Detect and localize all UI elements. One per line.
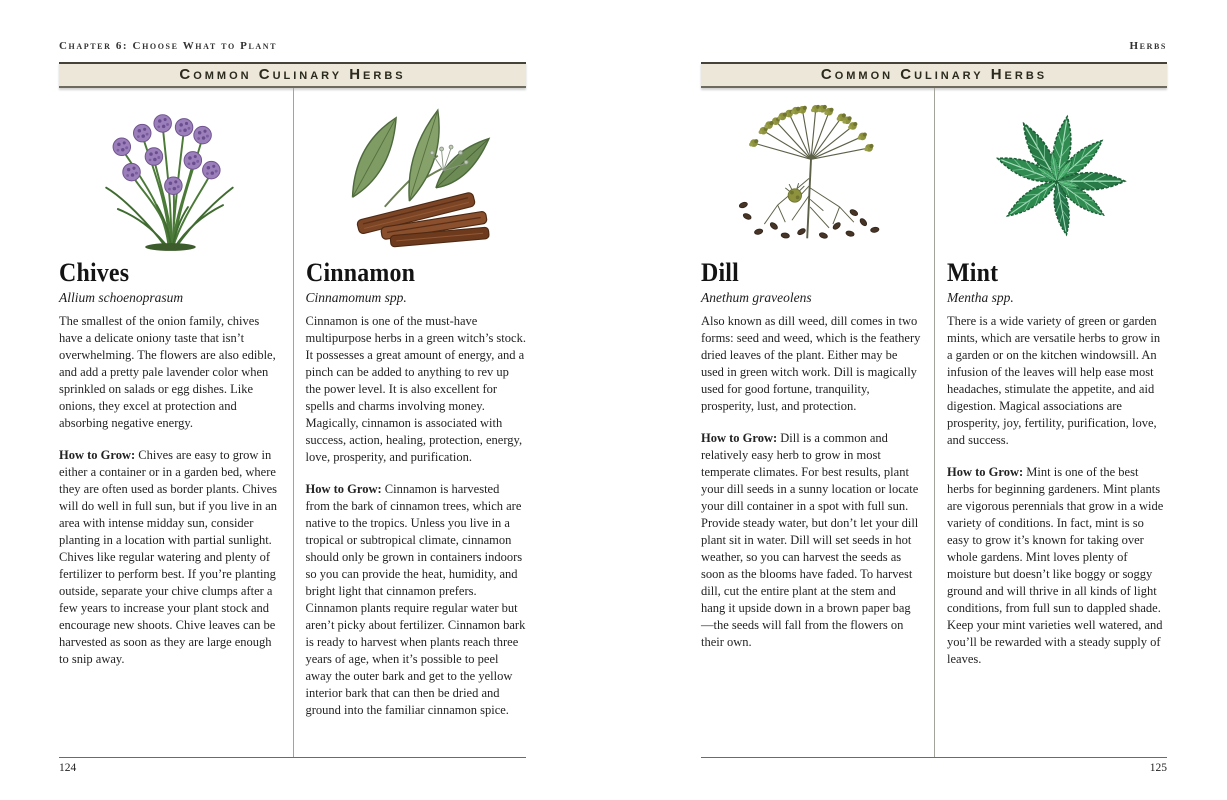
dill-illustration	[701, 96, 921, 254]
herb-name: Cinnamon	[305, 258, 415, 287]
page-number-left: 124	[59, 762, 77, 774]
how-to-grow-label: How to Grow:	[305, 482, 382, 496]
herb-entry-dill	[701, 88, 934, 757]
herb-description: The smallest of the onion family, chives have a delicate oniony taste that isn’t overwhelming. The flowers are also edible, and add a pretty pale lavender color when sprinkled on salads or egg dishes. Like onions, they excel at protection and absorbing negative energy.	[59, 314, 276, 430]
dill-umbel-rays	[754, 108, 869, 158]
section-banner-left: Common Culinary Herbs	[59, 62, 526, 88]
herb-latin-name: Allium schoenoprasum	[59, 290, 184, 305]
how-to-grow-paragraph	[701, 430, 921, 651]
running-head-chapter: Chapter 6: Choose What to Plant	[59, 40, 278, 52]
herb-name: Chives	[59, 258, 130, 287]
section-banner-right: Common Culinary Herbs	[701, 62, 1167, 88]
left-page-columns	[59, 88, 526, 757]
chives-plant-drawing	[79, 98, 259, 253]
herb-description: Also known as dill weed, dill comes in two forms: seed and weed, which is the feathery dried leaves of the plant. Either may be used in green witch work. Dill is magically used for good fortune, tranquility, prosperity, lust, and protection.	[701, 314, 921, 413]
running-head-section: Herbs	[1129, 40, 1167, 52]
herb-description: Cinnamon is one of the must-have multipurpose herbs in a green witch’s stock. It possesses a great amount of energy, and a pinch can be added to anything to rev up the power level. It is also excellent for spells and charms involving money. Magically, cinnamon is associated with success, action, healing, protection, energy, love, prosperity, and purification.	[305, 314, 526, 464]
mint-drawing	[967, 98, 1147, 253]
herb-description: There is a wide variety of green or garden mints, which are versatile herbs to grow in a garden or on the kitchen windowsill. An infusion of the leaves will help ease most headaches, stimulate the appetite, and aid digestion. Magical associations are prosperity, joy, fertility, purification, love, and success.	[947, 314, 1161, 447]
page-number-right: 125	[1149, 762, 1167, 774]
how-to-grow-paragraph	[59, 447, 280, 668]
herb-entry-chives	[59, 88, 293, 757]
dill-drawing	[711, 98, 911, 253]
dill-flower-clusters	[749, 104, 873, 151]
cinnamon-illustration	[306, 96, 527, 254]
page-footer-left	[59, 757, 526, 774]
herb-latin-name: Anethum graveolens	[701, 290, 812, 305]
herb-entry-cinnamon	[293, 88, 527, 757]
how-to-grow-label: How to Grow:	[59, 448, 136, 462]
mint-illustration	[947, 96, 1167, 254]
herb-name: Dill	[701, 258, 739, 287]
how-to-grow-paragraph	[947, 464, 1167, 668]
how-to-grow-text: Dill is a common and relatively easy herb to grow in most temperate climates. For best results, plant your dill seeds in a sunny location or locate your dill container in a spot with full sun. Provide steady water, but don’t let your dill plant sit in water. Dill will set seeds in hot weather, so you can harvest the seeds as soon as the blooms have faded. To harvest dill, cut the entire plant at the stem and hang it upside down in a brown paper bag—the seeds will fall from the flowers on their own.	[701, 431, 919, 649]
how-to-grow-paragraph	[306, 481, 527, 719]
herb-name: Mint	[947, 258, 999, 287]
chive-base-clump	[145, 243, 196, 251]
how-to-grow-label: How to Grow:	[947, 465, 1024, 479]
dill-secondary-umbel	[788, 188, 801, 201]
cinnamon-drawing	[326, 98, 506, 253]
right-page-columns	[701, 88, 1167, 757]
herb-latin-name: Mentha spp.	[947, 290, 1014, 305]
how-to-grow-text: Chives are easy to grow in either a container or in a garden bed, where they are often used as border plants. Chives will do well in full sun, but if you live in an area with intense midday sun, consider planting in a location with partial sunlight. Chives like regular watering and plenty of fertilizer to perform best. If you’re planting outside, separate your chive clumps after a few years to increase your plant stock and encourage new shoots. Chive leaves can be harvested as soon as they are large enough to snip away.	[59, 448, 278, 666]
herb-latin-name: Cinnamomum spp.	[305, 290, 407, 305]
how-to-grow-label: How to Grow:	[701, 431, 778, 445]
how-to-grow-text: Cinnamon is harvested from the bark of cinnamon trees, which are native to the tropics. Unless you live in a tropical or subtropical climate, cinnamon should only be grown in containers indoors so you can provide the heat, humidity, and bright light that cinnamon prefers. Cinnamon plants require regular water but aren’t picky about fertilizer. Cinnamon bark is ready to harvest when plants reach three years of age, when it’s possible to peel away the outer bark and get to the yellow interior bark that can then be dried and ground into the familiar cinnamon spice.	[305, 482, 526, 717]
cinnamon-leaves	[352, 110, 488, 201]
chives-illustration	[59, 96, 280, 254]
page-footer-right	[701, 757, 1167, 774]
herb-entry-mint	[934, 88, 1167, 757]
how-to-grow-text: Mint is one of the best herbs for beginning gardeners. Mint plants are vigorous perennials that grow in a wide variety of conditions. In fact, mint is so easy to grow it’s known for taking over whole gardens. Mint loves plenty of moisture but doesn’t like boggy or soggy ground and will thrive in all kinds of light conditions, from full sun to dappled shade. Keep your mint varieties well watered, and you’ll be rewarded with a steady supply of leaves.	[947, 465, 1164, 666]
page-right	[701, 0, 1167, 800]
page-left	[59, 0, 526, 800]
cinnamon-sticks	[356, 191, 489, 246]
